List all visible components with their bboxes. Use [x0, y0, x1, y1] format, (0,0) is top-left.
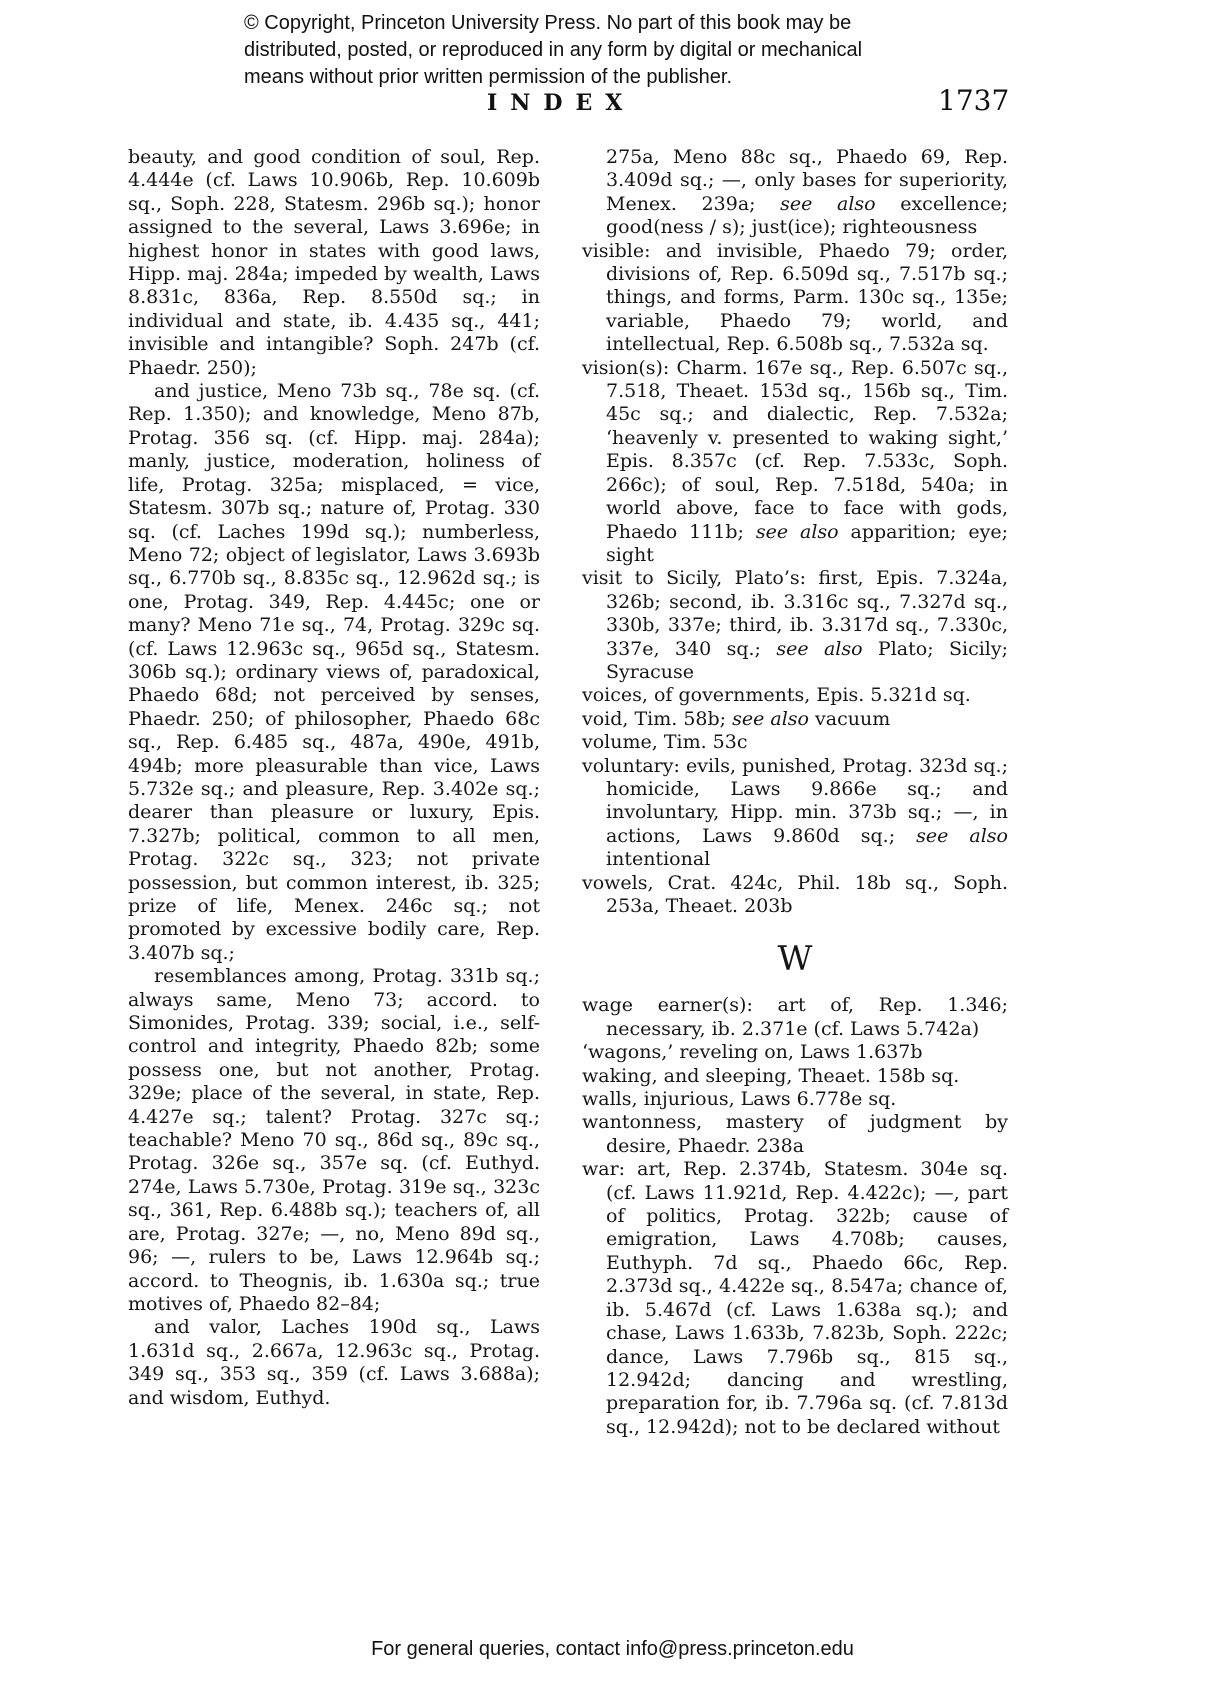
index-text: 275a, Meno 88c sq., Phaedo 69, Rep. 3.409d sq.; —, only bases for superiority, Menex. 239a;	[606, 146, 1008, 215]
index-text: resemblances among, Protag. 331b sq.; always same, Meno 73; accord. to Simonides, Protag. 339; social, i.e., self-control and integrity, Phaedo 82b; some possess one, but not another, Protag. 329e; place of the several, in state, Rep. 4.427e sq.; talent? Protag. 327c sq.; teachable? Meno 70 sq., 86d sq., 89c sq., Protag. 326e sq., 357e sq. (cf. Euthyd. 274e, Laws 5.730e, Protag. 319e sq., 323c sq., 361, Rep. 6.488b sq.); teachers of, all are, Protag. 327e; —, no, Meno 89d sq., 96; —, rulers to be, Laws 12.964b sq.; accord. to Theognis, ib. 1.630a sq.; true motives of, Phaedo 82–84;	[128, 965, 540, 1315]
footer-contact: For general queries, contact info@press.princeton.edu	[371, 1638, 854, 1660]
cross-reference-label: see also	[776, 637, 863, 660]
index-text: volume, Tim. 53c	[582, 731, 748, 754]
index-text: void, Tim. 58b;	[582, 707, 733, 730]
index-text: ‘wagons,’ reveling on, Laws 1.637b	[582, 1041, 923, 1064]
index-text: and justice, Meno 73b sq., 78e sq. (cf. Rep. 1.350); and knowledge, Meno 87b, Protag. 356 sq. (cf. Hipp. maj. 284a); manly, justice, moderation, holiness of life, Protag. 325a; misplaced, = vice, Statesm. 307b sq.; nature of, Protag. 330 sq. (cf. Laches 199d sq.); numberless, Meno 72; object of legislator, Laws 3.693b sq., 6.770b sq., 8.835c sq., 12.962d sq.; is one, Protag. 349, Rep. 4.445c; one or many? Meno 71e sq., 74, Protag. 329c sq. (cf. Laws 12.963c sq., 965d sq., Statesm. 306b sq.); ordinary views of, paradoxical, Phaedo 68d; not perceived by senses, Phaedr. 250; of philosopher, Phaedo 68c sq., Rep. 6.485 sq., 487a, 490e, 491b, 494b; more pleasurable than vice, Laws 5.732e sq.; and pleasure, Rep. 3.402e sq.; dearer than pleasure or luxury, Epis. 7.327b; political, common to all men, Protag. 322c sq., 323; not private possession, but common interest, ib. 325; prize of life, Menex. 246c sq.; not promoted by excessive bodily care, Rep. 3.407b sq.;	[128, 380, 540, 964]
index-paragraph	[582, 994, 1008, 1041]
page-number: 1737	[938, 84, 1010, 117]
section-heading	[582, 940, 1008, 978]
index-paragraph	[128, 965, 540, 1316]
index-paragraph	[582, 755, 1008, 872]
index-text: Plato; Sicily; Syracuse	[606, 637, 1008, 683]
index-paragraph	[582, 1111, 1008, 1158]
index-paragraph	[582, 1065, 1008, 1088]
copyright-notice	[244, 10, 924, 91]
index-paragraph	[582, 146, 1008, 240]
page-title: INDEX	[487, 90, 636, 116]
index-text: walls, injurious, Laws 6.778e sq.	[582, 1088, 897, 1111]
index-text: voices, of governments, Epis. 5.321d sq.	[582, 684, 971, 707]
index-text: and valor, Laches 190d sq., Laws 1.631d sq., 2.667a, 12.963c sq., Protag. 349 sq., 353 sq., 359 (cf. Laws 3.688a); and wisdom, Euthyd.	[128, 1316, 540, 1409]
index-text: waking, and sleeping, Theaet. 158b sq.	[582, 1064, 960, 1087]
index-text: W	[777, 939, 813, 980]
index-text: war: art, Rep. 2.374b, Statesm. 304e sq. (cf. Laws 11.921d, Rep. 4.422c); —, part of politics, Protag. 322b; cause of emigration, Laws 4.708b; causes, Euthyph. 7d sq., Phaedo 66c, Rep. 2.373d sq., 4.422e sq., 8.547a; chance of, ib. 5.467d (cf. Laws 1.638a sq.); and chase, Laws 1.633b, 7.823b, Soph. 222c; dance, Laws 7.796b sq., 815 sq., 12.942d; dancing and wrestling, preparation for, ib. 7.796a sq. (cf. 7.813d sq., 12.942d); not to be declared without	[582, 1158, 1008, 1438]
index-columns	[128, 146, 1008, 1439]
index-text: visit to Sicily, Plato’s: first, Epis. 7.324a, 326b; second, ib. 3.316c sq., 7.327d sq., 330b, 337e; third, ib. 3.317d sq., 7.330c, 337e, 340 sq.;	[582, 567, 1008, 660]
cross-reference-label: see also	[732, 707, 809, 730]
index-text: vacuum	[809, 707, 891, 730]
index-paragraph	[128, 1316, 540, 1410]
index-text: excellence; good(ness / s); just(ice); righteousness	[606, 192, 1008, 239]
index-paragraph	[582, 1158, 1008, 1439]
index-paragraph	[128, 380, 540, 965]
copyright-line: means without prior written permission of the publisher.	[244, 66, 733, 88]
index-paragraph	[582, 872, 1008, 919]
cross-reference-label: see also	[755, 520, 839, 543]
index-paragraph	[128, 146, 540, 380]
index-paragraph	[582, 708, 1008, 731]
index-paragraph	[582, 1088, 1008, 1111]
index-paragraph	[582, 684, 1008, 707]
index-text: vowels, Crat. 424c, Phil. 18b sq., Soph. 253a, Theaet. 203b	[582, 871, 1008, 917]
index-paragraph	[582, 357, 1008, 568]
index-text: beauty, and good condition of soul, Rep. 4.444e (cf. Laws 10.906b, Rep. 10.609b sq., Soph. 228, Statesm. 296b sq.); honor assigned to the several, Laws 3.696e; in highest honor in states with good laws, Hipp. maj. 284a; impeded by wealth, Laws 8.831c, 836a, Rep. 8.550d sq.; in individual and state, ib. 4.435 sq., 441; invisible and intangible? Soph. 247b (cf. Phaedr. 250);	[128, 146, 540, 379]
index-paragraph	[582, 240, 1008, 357]
cross-reference-label: see also	[916, 824, 1008, 847]
copyright-line: © Copyright, Princeton University Press. No part of this book may be	[244, 12, 852, 34]
index-text: intentional	[606, 848, 711, 871]
index-text: vision(s): Charm. 167e sq., Rep. 6.507c sq., 7.518, Theaet. 153d sq., 156b sq., Tim. 45c sq.; and dialectic, Rep. 7.532a; ‘heavenly v. presented to waking sight,’ Epis. 8.357c (cf. Rep. 7.533c, Soph. 266c); of soul, Rep. 7.518d, 540a; in world above, face to face with gods, Phaedo 111b;	[582, 356, 1008, 543]
index-paragraph	[582, 731, 1008, 754]
index-paragraph	[582, 567, 1008, 684]
left-column	[128, 146, 540, 1439]
index-text: visible: and invisible, Phaedo 79; order, divisions of, Rep. 6.509d sq., 7.517b sq.; things, and forms, Parm. 130c sq., 135e; variable, Phaedo 79; world, and intellectual, Rep. 6.508b sq., 7.532a sq.	[582, 239, 1008, 356]
index-text: wage earner(s): art of, Rep. 1.346; necessary, ib. 2.371e (cf. Laws 5.742a)	[582, 994, 1008, 1040]
index-text: voluntary: evils, punished, Protag. 323d sq.; homicide, Laws 9.866e sq.; and involuntary, Hipp. min. 373b sq.; —, in actions, Laws 9.860d sq.;	[582, 754, 1008, 847]
index-text: apparition; eye; sight	[606, 520, 1008, 566]
right-column	[582, 146, 1008, 1439]
cross-reference-label: see also	[780, 192, 876, 215]
index-text: wantonness, mastery of judgment by desire, Phaedr. 238a	[582, 1111, 1008, 1157]
index-paragraph	[582, 1041, 1008, 1064]
copyright-line: distributed, posted, or reproduced in any form by digital or mechanical	[244, 39, 863, 61]
